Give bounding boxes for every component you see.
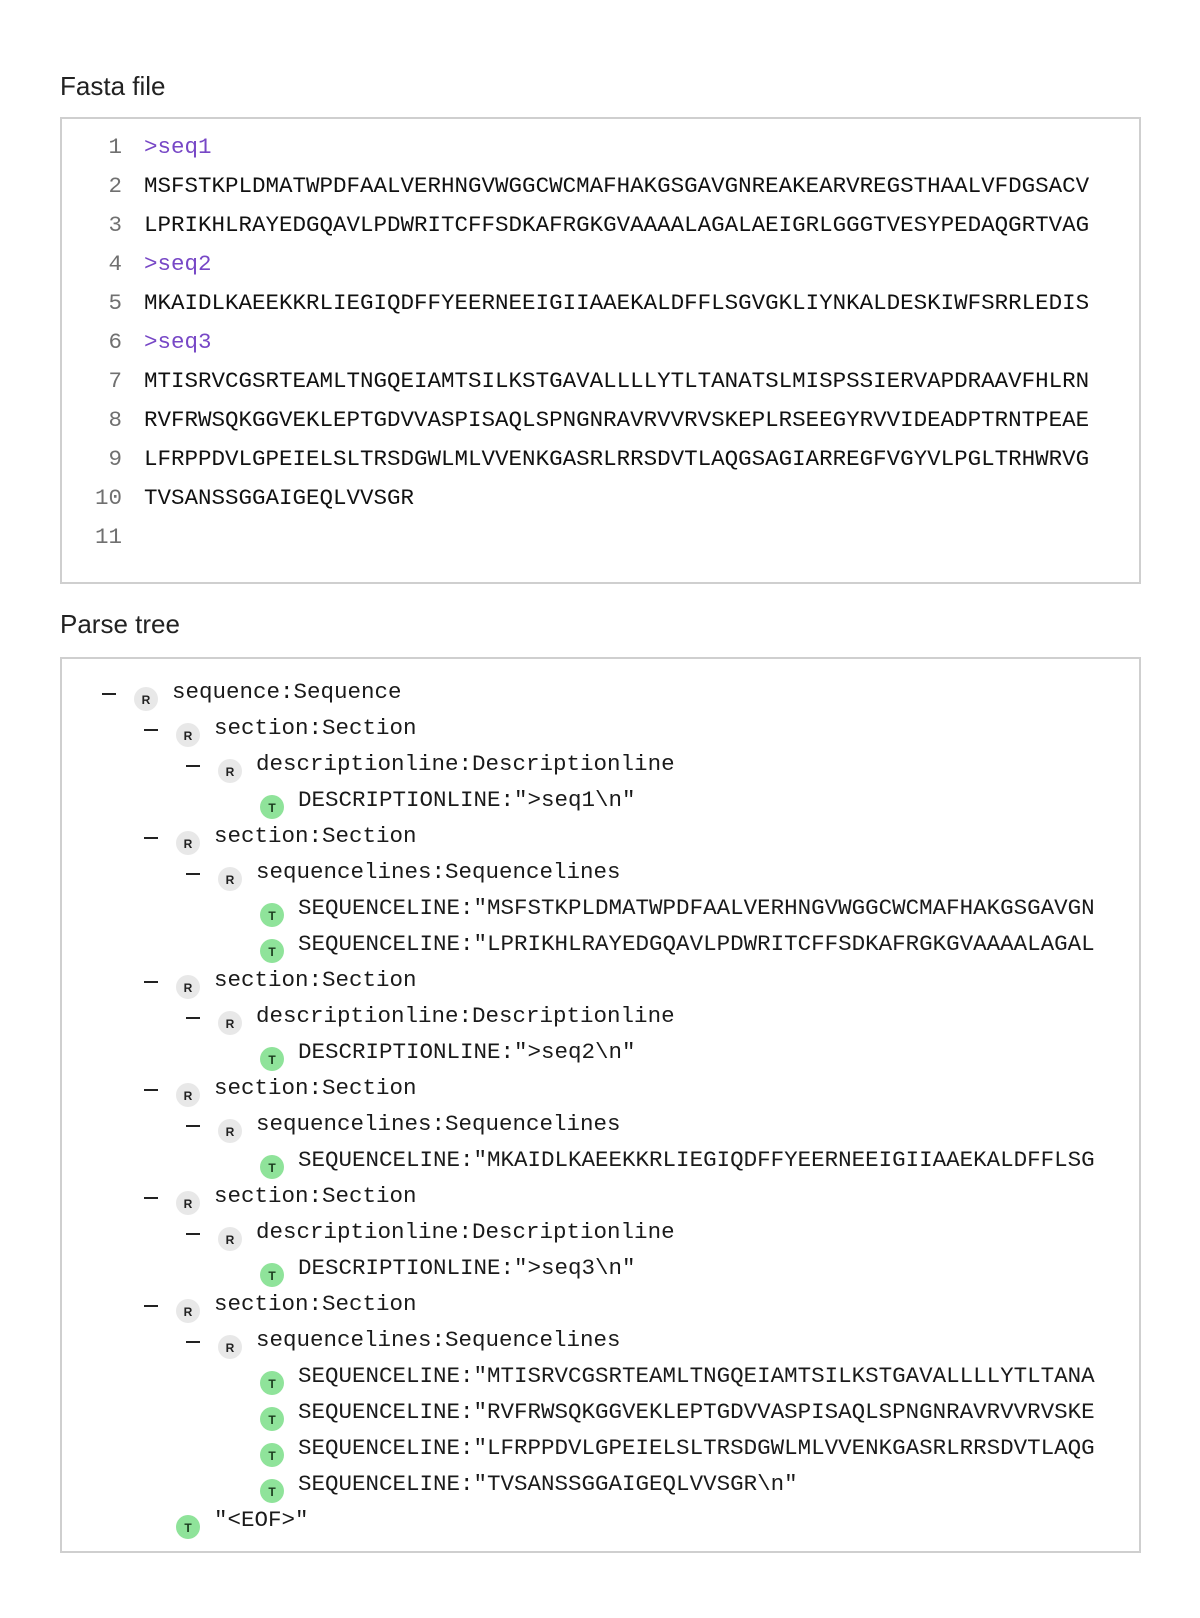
node-label[interactable]: descriptionline:Descriptionline [256,1219,675,1245]
line-text[interactable]: >seq2 [144,251,212,277]
rule-badge-icon: R [176,975,200,999]
code-line[interactable] [62,244,1139,284]
minus-icon [144,729,158,731]
minus-icon [144,1305,158,1307]
minus-icon [144,981,158,983]
minus-icon [186,1125,200,1127]
token-badge-icon: T [176,1515,200,1539]
collapse-toggle[interactable] [182,1007,208,1037]
code-line[interactable] [62,322,1139,362]
code-line[interactable] [62,400,1139,440]
collapse-toggle[interactable] [140,971,166,1001]
node-label[interactable]: DESCRIPTIONLINE:">seq3\n" [298,1255,636,1281]
code-line[interactable] [62,166,1139,206]
collapse-toggle[interactable] [140,719,166,749]
tree-node-token [62,1507,1139,1547]
node-label[interactable]: SEQUENCELINE:"MSFSTKPLDMATWPDFAALVERHNGVWGGCWCMAFHAKGSGAVGN [298,895,1095,921]
line-number: 2 [108,173,122,199]
collapse-toggle[interactable] [140,1187,166,1217]
rule-badge-icon: R [176,723,200,747]
node-label[interactable]: "<EOF>" [214,1507,309,1533]
minus-icon [186,873,200,875]
fasta-file-title: Fasta file [60,71,166,101]
node-label[interactable]: SEQUENCELINE:"LPRIKHLRAYEDGQAVLPDWRITCFFSDKAFRGKGVAAAALAGAL [298,931,1095,957]
token-badge-icon: T [260,1263,284,1287]
code-line[interactable] [62,205,1139,245]
rule-badge-icon: R [218,867,242,891]
rule-badge-icon: R [176,1083,200,1107]
node-label[interactable]: SEQUENCELINE:"MTISRVCGSRTEAMLTNGQEIAMTSILKSTGAVALLLLYTLTANA [298,1363,1095,1389]
line-number: 6 [108,329,122,355]
node-label[interactable]: DESCRIPTIONLINE:">seq2\n" [298,1039,636,1065]
node-label[interactable]: section:Section [214,1291,417,1317]
node-label[interactable]: section:Section [214,823,417,849]
minus-icon [144,837,158,839]
token-badge-icon: T [260,1407,284,1431]
rule-badge-icon: R [134,687,158,711]
code-line[interactable] [62,517,1139,557]
line-text[interactable]: MTISRVCGSRTEAMLTNGQEIAMTSILKSTGAVALLLLYTLTANATSLMISPSSIERVAPDRAAVFHLRN [144,368,1090,394]
line-text[interactable]: LFRPPDVLGPEIELSLTRSDGWLMLVVENKGASRLRRSDVTLAQGSAGIARREGFVGYVLPGLTRHWRVG [144,446,1090,472]
line-text[interactable]: TVSANSSGGAIGEQLVVSGR [144,485,415,511]
node-label[interactable]: descriptionline:Descriptionline [256,751,675,777]
rule-badge-icon: R [176,1191,200,1215]
line-text[interactable]: >seq1 [144,134,212,160]
collapse-toggle[interactable] [182,1223,208,1253]
code-line[interactable] [62,478,1139,518]
minus-icon [186,1341,200,1343]
token-badge-icon: T [260,1047,284,1071]
rule-badge-icon: R [218,1119,242,1143]
line-number: 5 [108,290,122,316]
node-label[interactable]: SEQUENCELINE:"MKAIDLKAEEKKRLIEGIQDFFYEERNEEIGIIAAEKALDFFLSG [298,1147,1095,1173]
collapse-toggle[interactable] [182,1331,208,1361]
node-label[interactable]: section:Section [214,1075,417,1101]
line-number: 8 [108,407,122,433]
minus-icon [186,765,200,767]
rule-badge-icon: R [218,1227,242,1251]
collapse-toggle[interactable] [140,1079,166,1109]
node-label[interactable]: section:Section [214,967,417,993]
node-label[interactable]: SEQUENCELINE:"TVSANSSGGAIGEQLVVSGR\n" [298,1471,798,1497]
minus-icon [186,1233,200,1235]
line-text[interactable]: MKAIDLKAEEKKRLIEGIQDFFYEERNEEIGIIAAEKALDFFLSGVGKLIYNKALDESKIWFSRRLEDIS [144,290,1090,316]
node-label[interactable]: DESCRIPTIONLINE:">seq1\n" [298,787,636,813]
token-badge-icon: T [260,903,284,927]
token-badge-icon: T [260,795,284,819]
line-number: 10 [94,485,122,511]
minus-icon [144,1089,158,1091]
parse-tree-title: Parse tree [60,609,180,639]
node-label[interactable]: SEQUENCELINE:"RVFRWSQKGGVEKLEPTGDVVASPISAQLSPNGNRAVRVVRVSKE [298,1399,1095,1425]
parse-tree [60,657,1141,1553]
line-number: 4 [108,251,122,277]
token-badge-icon: T [260,1443,284,1467]
collapse-toggle[interactable] [140,827,166,857]
minus-icon [144,1197,158,1199]
token-badge-icon: T [260,1371,284,1395]
node-label[interactable]: SEQUENCELINE:"LFRPPDVLGPEIELSLTRSDGWLMLVVENKGASRLRRSDVTLAQG [298,1435,1095,1461]
collapse-toggle[interactable] [98,683,124,713]
line-text[interactable]: MSFSTKPLDMATWPDFAALVERHNGVWGGCWCMAFHAKGSGAVGNREAKEARVREGSTHAALVFDGSACV [144,173,1090,199]
node-label[interactable]: sequence:Sequence [172,679,402,705]
rule-badge-icon: R [176,1299,200,1323]
line-text[interactable]: RVFRWSQKGGVEKLEPTGDVVASPISAQLSPNGNRAVRVVRVSKEPLRSEEGYRVVIDEADPTRNTPEAE [144,407,1090,433]
line-number: 9 [108,446,122,472]
code-line[interactable] [62,283,1139,323]
code-line[interactable] [62,439,1139,479]
token-badge-icon: T [260,939,284,963]
line-text[interactable]: LPRIKHLRAYEDGQAVLPDWRITCFFSDKAFRGKGVAAAALAGALAEIGRLGGGTVESYPEDAQGRTVAG [144,212,1090,238]
token-badge-icon: T [260,1155,284,1179]
fasta-editor[interactable] [60,117,1141,584]
rule-badge-icon: R [218,1011,242,1035]
line-text[interactable]: >seq3 [144,329,212,355]
line-number: 3 [108,212,122,238]
rule-badge-icon: R [218,1335,242,1359]
collapse-toggle[interactable] [182,755,208,785]
collapse-toggle[interactable] [182,863,208,893]
code-line[interactable] [62,361,1139,401]
line-number: 11 [94,524,122,550]
line-number: 1 [108,134,122,160]
code-line[interactable] [62,127,1139,167]
node-label[interactable]: sequencelines:Sequencelines [256,1111,621,1137]
node-label[interactable]: sequencelines:Sequencelines [256,1327,621,1353]
collapse-toggle[interactable] [140,1295,166,1325]
line-number: 7 [108,368,122,394]
node-label[interactable]: section:Section [214,1183,417,1209]
rule-badge-icon: R [218,759,242,783]
minus-icon [102,693,116,695]
minus-icon [186,1017,200,1019]
collapse-toggle[interactable] [182,1115,208,1145]
rule-badge-icon: R [176,831,200,855]
token-badge-icon: T [260,1479,284,1503]
node-label[interactable]: descriptionline:Descriptionline [256,1003,675,1029]
node-label[interactable]: sequencelines:Sequencelines [256,859,621,885]
node-label[interactable]: section:Section [214,715,417,741]
